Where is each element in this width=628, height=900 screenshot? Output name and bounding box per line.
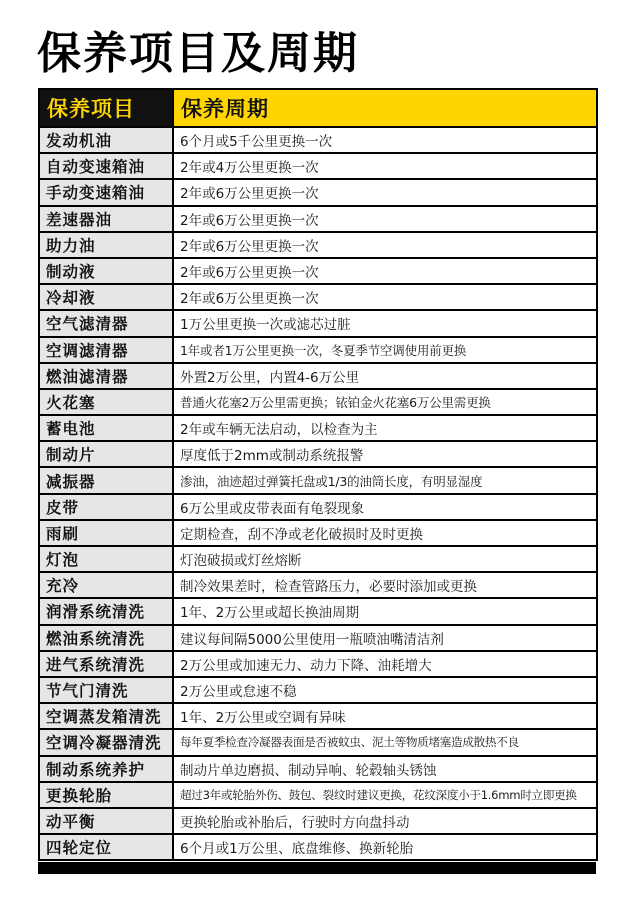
table-row [39, 834, 597, 860]
header-item-column: 保养项目 [39, 89, 173, 127]
item-cell: 发动机油 [39, 127, 173, 153]
table-row [39, 206, 597, 232]
item-cell: 差速器油 [39, 206, 173, 232]
maintenance-table-container [38, 88, 596, 861]
table-row [39, 520, 597, 546]
period-cell: 制冷效果差时，检查管路压力，必要时添加或更换 [173, 572, 597, 598]
item-cell: 制动系统养护 [39, 756, 173, 782]
table-row [39, 677, 597, 703]
item-cell: 充冷 [39, 572, 173, 598]
item-cell: 燃油系统清洗 [39, 625, 173, 651]
period-cell: 6个月或1万公里、底盘维修、换新轮胎 [173, 834, 597, 860]
period-cell: 6个月或5千公里更换一次 [173, 127, 597, 153]
item-cell: 燃油滤清器 [39, 363, 173, 389]
period-cell: 2年或6万公里更换一次 [173, 179, 597, 205]
period-cell: 2年或6万公里更换一次 [173, 232, 597, 258]
period-cell: 2年或车辆无法启动，以检查为主 [173, 415, 597, 441]
period-cell: 2年或6万公里更换一次 [173, 284, 597, 310]
period-cell: 1年、2万公里或空调有异味 [173, 703, 597, 729]
bottom-divider-bar [38, 862, 596, 874]
period-cell: 1年或者1万公里更换一次，冬夏季节空调使用前更换 [173, 337, 597, 363]
table-row [39, 232, 597, 258]
period-cell: 外置2万公里，内置4-6万公里 [173, 363, 597, 389]
period-cell: 厚度低于2mm或制动系统报警 [173, 441, 597, 467]
item-cell: 制动液 [39, 258, 173, 284]
item-cell: 更换轮胎 [39, 782, 173, 808]
table-row [39, 179, 597, 205]
item-cell: 助力油 [39, 232, 173, 258]
period-cell: 建议每间隔5000公里使用一瓶喷油嘴清洁剂 [173, 625, 597, 651]
period-cell: 灯泡破损或灯丝熔断 [173, 546, 597, 572]
item-cell: 减振器 [39, 467, 173, 493]
item-cell: 空气滤清器 [39, 310, 173, 336]
period-cell: 1万公里更换一次或滤芯过脏 [173, 310, 597, 336]
table-row [39, 572, 597, 598]
item-cell: 自动变速箱油 [39, 153, 173, 179]
period-cell: 超过3年或轮胎外伤、鼓包、裂纹时建议更换，花纹深度小于1.6mm时立即更换 [173, 782, 597, 808]
item-cell: 蓄电池 [39, 415, 173, 441]
period-cell: 6万公里或皮带表面有龟裂现象 [173, 494, 597, 520]
table-row [39, 625, 597, 651]
period-cell: 2万公里或加速无力、动力下降、油耗增大 [173, 651, 597, 677]
item-cell: 雨刷 [39, 520, 173, 546]
period-cell: 制动片单边磨损、制动异响、轮毂轴头锈蚀 [173, 756, 597, 782]
period-cell: 更换轮胎或补胎后，行驶时方向盘抖动 [173, 808, 597, 834]
item-cell: 四轮定位 [39, 834, 173, 860]
table-row [39, 441, 597, 467]
table-row [39, 703, 597, 729]
table-row [39, 389, 597, 415]
table-row [39, 808, 597, 834]
table-row [39, 337, 597, 363]
table-row [39, 756, 597, 782]
table-row [39, 153, 597, 179]
period-cell: 2年或6万公里更换一次 [173, 206, 597, 232]
period-cell: 定期检查，刮不净或老化破损时及时更换 [173, 520, 597, 546]
table-row [39, 127, 597, 153]
period-cell: 渗油，油迹超过弹簧托盘或1/3的油筒长度，有明显湿度 [173, 467, 597, 493]
table-row [39, 546, 597, 572]
table-row [39, 310, 597, 336]
page-title: 保养项目及周期 [37, 28, 359, 79]
item-cell: 火花塞 [39, 389, 173, 415]
item-cell: 进气系统清洗 [39, 651, 173, 677]
table-header-row [39, 89, 597, 127]
item-cell: 灯泡 [39, 546, 173, 572]
table-row [39, 598, 597, 624]
header-period-column: 保养周期 [173, 89, 597, 127]
item-cell: 空调滤清器 [39, 337, 173, 363]
maintenance-table [38, 88, 598, 861]
table-row [39, 284, 597, 310]
item-cell: 润滑系统清洗 [39, 598, 173, 624]
period-cell: 普通火花塞2万公里需更换；铱铂金火花塞6万公里需更换 [173, 389, 597, 415]
item-cell: 空调冷凝器清洗 [39, 729, 173, 755]
item-cell: 手动变速箱油 [39, 179, 173, 205]
table-row [39, 467, 597, 493]
item-cell: 动平衡 [39, 808, 173, 834]
table-row [39, 729, 597, 755]
period-cell: 1年、2万公里或超长换油周期 [173, 598, 597, 624]
table-row [39, 494, 597, 520]
table-row [39, 782, 597, 808]
item-cell: 冷却液 [39, 284, 173, 310]
period-cell: 2万公里或怠速不稳 [173, 677, 597, 703]
item-cell: 空调蒸发箱清洗 [39, 703, 173, 729]
table-row [39, 363, 597, 389]
period-cell: 2年或4万公里更换一次 [173, 153, 597, 179]
period-cell: 每年夏季检查冷凝器表面是否被蚊虫、泥土等物质堵塞造成散热不良 [173, 729, 597, 755]
table-row [39, 258, 597, 284]
item-cell: 皮带 [39, 494, 173, 520]
item-cell: 节气门清洗 [39, 677, 173, 703]
table-row [39, 651, 597, 677]
table-row [39, 415, 597, 441]
period-cell: 2年或6万公里更换一次 [173, 258, 597, 284]
item-cell: 制动片 [39, 441, 173, 467]
